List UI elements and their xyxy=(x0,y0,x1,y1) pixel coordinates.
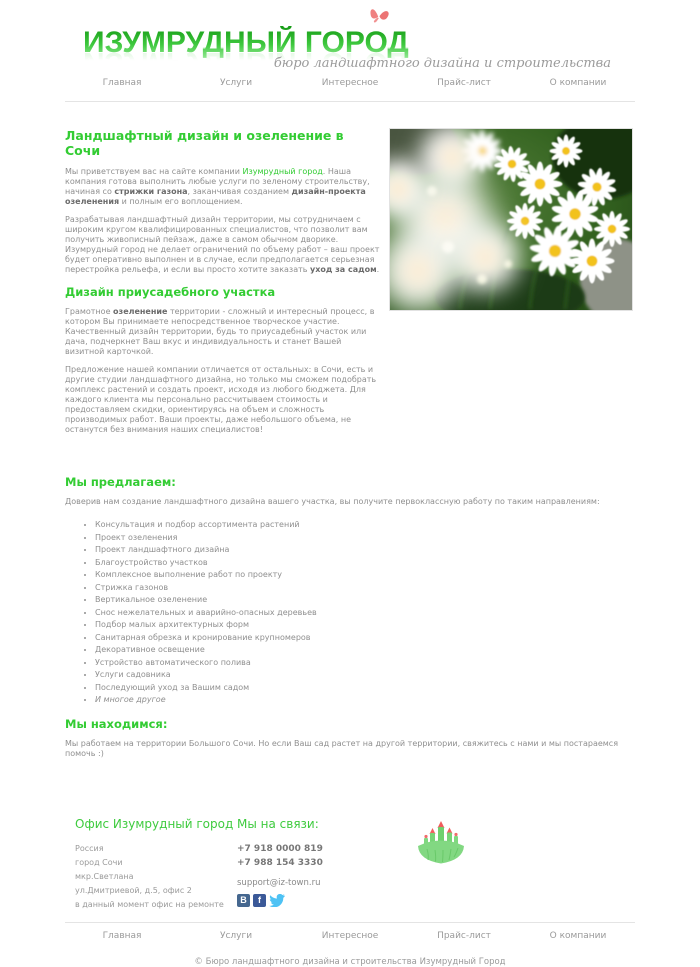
footer-nav-item-pricelist[interactable]: Прайс-лист xyxy=(437,930,491,941)
footer-nav xyxy=(65,922,635,941)
services-list xyxy=(65,519,635,707)
section-heading-offer: Мы предлагаем: xyxy=(65,475,176,489)
site-logo[interactable]: ИЗУМРУДНЫЙ ГОРОД xyxy=(83,26,409,59)
offer-intro: Доверив нам создание ландшафтного дизайна вашего участка, вы получите первоклассную работу по таким направлениям: xyxy=(65,497,600,506)
daisies-photo xyxy=(389,128,633,311)
service-item: • Последующий уход за Вашим садом xyxy=(95,682,635,695)
copyright-text: © Бюро ландшафтного дизайна и строительства Изумрудный Город xyxy=(194,956,506,967)
intro-row xyxy=(65,128,635,443)
footer-nav-item-home[interactable]: Главная xyxy=(102,930,142,941)
bold-phrase: дизайн-проекта озеленения xyxy=(65,187,366,206)
office-line-street: ул.Дмитриевой, д.5, офис 2 xyxy=(75,885,192,895)
text-run: Разрабатывая ландшафтный дизайн территории, мы сотрудничаем с широким кругом квалифицированных специалистов, что позволит вам получить живописный пейзаж, даже в самом обычном дворике. Изумрудный город не делает ограничений по объему работ – ваш проект будет оперативно выполнен и в случае, если предполагается серьезная перестройка рельефа, и если вы просто хотите заказать xyxy=(65,215,380,274)
twitter-icon[interactable] xyxy=(269,894,285,907)
service-item: • Снос нежелательных и аварийно-опасных деревьев xyxy=(95,607,635,620)
site-tagline: бюро ландшафтного дизайна и строительства xyxy=(273,56,611,71)
office-line-city: город Сочи xyxy=(75,857,123,867)
nav-item-home[interactable]: Главная xyxy=(102,78,142,88)
service-item: • Проект ландшафтного дизайна xyxy=(95,544,635,557)
service-item: • Комплексное выполнение работ по проекту xyxy=(95,569,635,582)
nav-item-about[interactable]: О компании xyxy=(549,78,607,88)
text-run: . Наша компания готова выполнить любые услуги по зеленому строительству, начиная со xyxy=(65,167,370,196)
main-content xyxy=(65,128,635,759)
office-line-country: Россия xyxy=(75,843,104,853)
office-line-district: мкр.Светлана xyxy=(75,871,134,881)
nav-item-services[interactable]: Услуги xyxy=(219,78,253,88)
bold-phrase: озеленение xyxy=(113,307,168,316)
text-run: . xyxy=(376,265,380,274)
intro-paragraph-2 xyxy=(65,215,381,275)
main-nav xyxy=(65,72,635,102)
nav-item-interesting[interactable]: Интересное xyxy=(321,78,379,88)
location-text: Мы работаем на территории Большого Сочи. Но если Ваш сад растет на другой территории, свяжитесь с нами и мы постараемся помочь :) xyxy=(65,738,619,758)
email-link[interactable]: support@iz-town.ru xyxy=(237,877,321,888)
section-heading-garden-design: Дизайн приусадебного участка xyxy=(65,285,276,299)
service-item: • Подбор малых архитектурных форм xyxy=(95,619,635,632)
emerald-city-icon xyxy=(415,817,467,912)
footer-nav-item-about[interactable]: О компании xyxy=(549,930,607,941)
footer-nav-item-interesting[interactable]: Интересное xyxy=(321,930,379,941)
nav-item-pricelist[interactable]: Прайс-лист xyxy=(437,78,491,88)
contact-block xyxy=(237,817,405,912)
service-item: • Консультация и подбор ассортимента растений xyxy=(95,519,635,532)
text-run: и полным его воплощением. xyxy=(119,197,243,206)
text-run: Грамотное xyxy=(65,307,114,316)
office-heading: Офис Изумрудный город xyxy=(75,816,234,831)
contact-heading: Мы на связи: xyxy=(237,816,319,831)
phone-number-2: +7 988 154 3330 xyxy=(237,857,323,868)
phone-number-1: +7 918 0000 819 xyxy=(237,843,323,854)
service-item: • Декоративное освещение xyxy=(95,644,635,657)
bold-phrase: стрижки газона xyxy=(114,187,188,196)
footer-columns xyxy=(65,817,635,912)
office-line-note: в данный момент офис на ремонте xyxy=(75,899,224,909)
office-block xyxy=(75,817,237,912)
header xyxy=(65,0,635,102)
service-item-more: • И многое другое xyxy=(95,694,635,707)
bold-phrase: уход за садом xyxy=(310,265,377,274)
butterfly-icon xyxy=(366,3,392,29)
service-item: • Санитарная обрезка и кронирование крупномеров xyxy=(95,632,635,645)
garden-paragraph-2: Предложение нашей компании отличается от остальных: в Сочи, есть и другие студии ландшафтного дизайна, но только мы сможем подобрать комплекс растений и создать проект, исходя из любого бюджета. Для каждого клиента мы персонально рассчитываем стоимость и предоставляем скидки, ориентируясь на объем и сложность производимых работ. Ваши проекты, даже небольшого объема, не останутся без внимания наших специалистов! xyxy=(65,365,377,434)
intro-text-column xyxy=(65,128,381,443)
logo-block xyxy=(65,0,635,71)
service-item: • Благоустройство участков xyxy=(95,557,635,570)
text-run: Мы приветствуем вас на сайте компании xyxy=(65,167,243,176)
photo-column xyxy=(389,128,635,311)
footer xyxy=(0,807,700,967)
section-heading-location: Мы находимся: xyxy=(65,716,168,731)
footer-nav-item-services[interactable]: Услуги xyxy=(219,930,253,941)
vk-icon[interactable]: В xyxy=(237,894,250,907)
service-item: • Проект озеленения xyxy=(95,532,635,545)
service-item: • Устройство автоматического полива xyxy=(95,657,635,670)
text-run: территории - сложный и интересный процесс, в котором Вы принимаете непосредственное творческое участие. Качественный дизайн территории, будь то приусадебный участок или дача, подчеркнет Ваш вкус и индивидуальность и станет Вашей визитной карточкой. xyxy=(65,307,375,356)
service-item: • Вертикальное озеленение xyxy=(95,594,635,607)
intro-paragraph-1 xyxy=(65,167,381,207)
social-links xyxy=(237,894,405,907)
service-item: • Услуги садовника xyxy=(95,669,635,682)
brand-link[interactable]: Изумрудный город xyxy=(242,167,323,176)
page-title: Ландшафтный дизайн и озеленение в Сочи xyxy=(65,128,344,158)
garden-paragraph-1 xyxy=(65,307,381,357)
service-item: • Стрижка газонов xyxy=(95,582,635,595)
text-run: , заканчивая созданием xyxy=(187,187,292,196)
facebook-icon[interactable]: f xyxy=(253,894,266,907)
